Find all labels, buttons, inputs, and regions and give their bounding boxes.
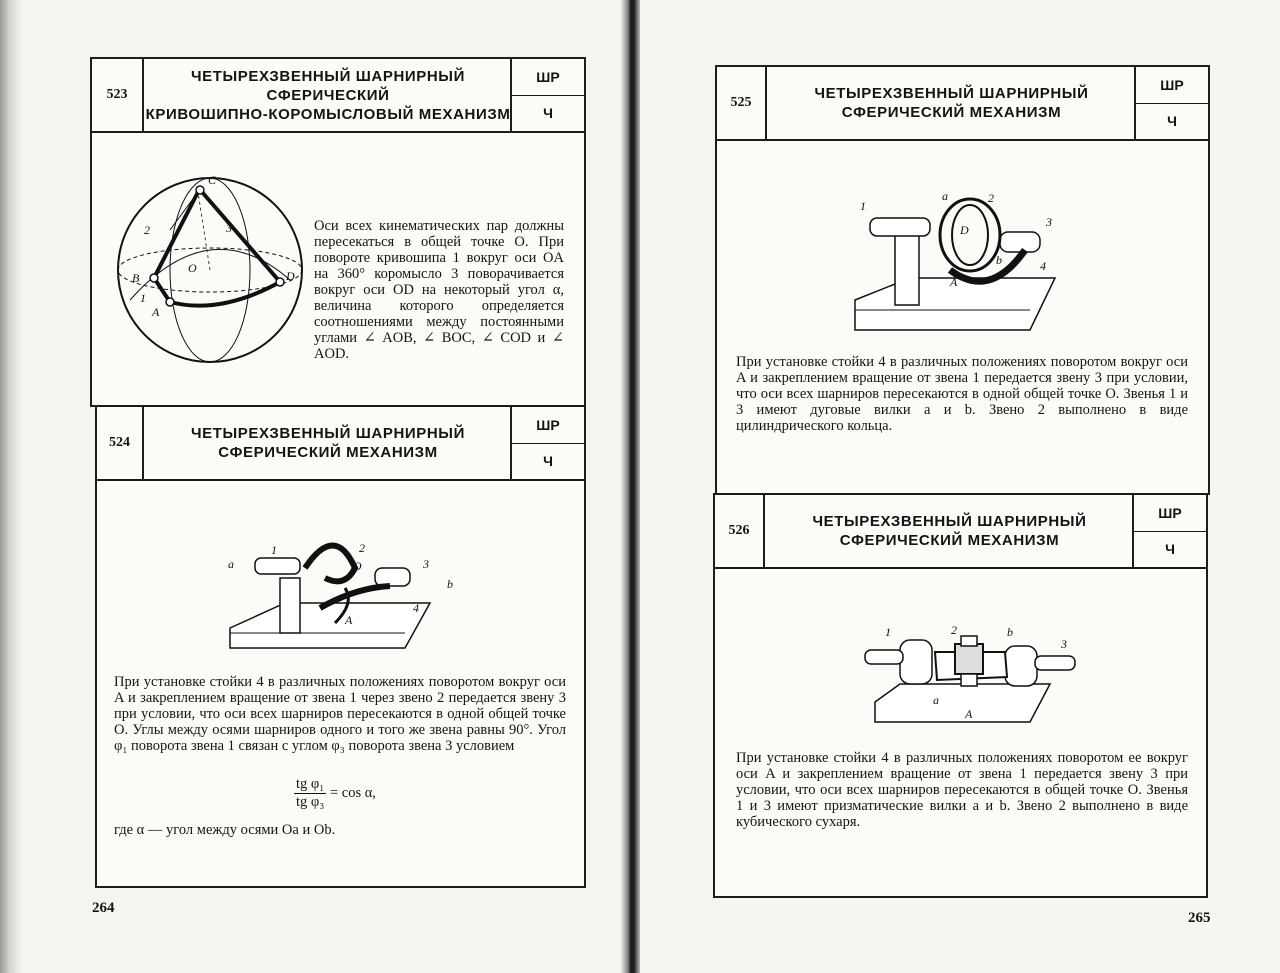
label-a: a <box>933 693 939 707</box>
card-title: ЧЕТЫРЕХЗВЕННЫЙ ШАРНИРНЫЙ СФЕРИЧЕСКИЙ КРИВОШИПНО-КОРОМЫСЛОВЫЙ МЕХАНИЗМ <box>145 67 511 123</box>
page-edge-shadow <box>0 0 22 973</box>
mechanism-description: Оси всех кинематических пар должны пересекаться в общей точке O. При повороте кривошипа 1 вокруг оси OA на 360° коромысло 3 поворачивается вокруг оси OD на некоторый угол α, величина которого определяется соотношениями между постоянными углами ∠ AOB, ∠ BOC, ∠ COD и ∠ AOD. <box>314 218 564 362</box>
formula-rhs: = cos α, <box>329 784 376 801</box>
label-1: 1 <box>885 625 891 639</box>
classification-code <box>1134 67 1208 139</box>
label-2: 2 <box>988 191 994 205</box>
code-type: ШР <box>512 407 584 444</box>
label-b: b <box>1007 625 1013 639</box>
card-number: 526 <box>715 495 765 567</box>
card-title: ЧЕТЫРЕХЗВЕННЫЙ ШАРНИРНЫЙ СФЕРИЧЕСКИЙ МЕХАНИЗМ <box>812 513 1087 549</box>
code-type: ШР <box>1136 67 1208 104</box>
classification-code <box>1132 495 1206 567</box>
code-class: Ч <box>543 453 553 469</box>
code-type: ШР <box>512 59 584 96</box>
card-number: 523 <box>92 59 144 131</box>
label-a: a <box>228 557 234 571</box>
code-class: Ч <box>543 105 553 121</box>
label-D: D <box>286 269 295 283</box>
code-class: Ч <box>1167 113 1177 129</box>
mechanism-description: При установке стойки 4 в различных положениях поворотом ее вокруг оси A и закреплением вращение от звена 1 передается звену 3 при условии, что оси всех шарниров пересекаются в общей точке O. Звенья 1 и 3 имеют призматические вилки a и b. Звено 2 выполнено в виде кубического сухаря. <box>736 750 1188 830</box>
label-A: A <box>950 275 958 289</box>
label-1: 1 <box>140 291 146 305</box>
label-A: A <box>152 305 160 319</box>
classification-code <box>510 407 584 479</box>
label-A: A <box>345 613 353 627</box>
card-header <box>717 67 1208 141</box>
formula-footnote: где α — угол между осями Oa и Ob. <box>114 822 336 838</box>
label-3: 3 <box>1061 637 1067 651</box>
mechanism-description: При установке стойки 4 в различных положениях поворотом вокруг оси A и закреплением вращение от звена 1 через звено 2 передается звену 3 при условии, что оси всех шарниров пересекаются в одной общей точке O. Углы между осями шарниров одного и того же звена равны 90°. Угол φ₁ поворота звена 1 связан с углом φ₃ поворота звена 3 условием <box>114 674 566 754</box>
label-O: O <box>353 559 362 573</box>
label-3: 3 <box>1046 215 1052 229</box>
label-1: 1 <box>860 199 866 213</box>
label-4: 4 <box>1040 259 1046 273</box>
label-2: 2 <box>144 223 150 237</box>
left-page <box>0 0 622 973</box>
label-B: B <box>132 271 140 285</box>
card-title: ЧЕТЫРЕХЗВЕННЫЙ ШАРНИРНЫЙ СФЕРИЧЕСКИЙ МЕХАНИЗМ <box>814 85 1089 121</box>
card-header <box>715 495 1206 569</box>
label-2: 2 <box>359 541 365 555</box>
card-number: 525 <box>717 67 767 139</box>
label-C: C <box>208 173 217 187</box>
ring-mechanism-figure <box>850 190 1090 340</box>
label-D: D <box>960 223 969 237</box>
classification-code <box>510 59 584 131</box>
label-4: 4 <box>413 601 419 615</box>
label-O: O <box>188 261 197 275</box>
label-b: b <box>447 577 453 591</box>
label-A: A <box>965 707 973 721</box>
label-b: b <box>996 253 1002 267</box>
label-2: 2 <box>951 623 957 637</box>
label-a: a <box>942 189 948 203</box>
label-3: 3 <box>226 221 232 235</box>
label-3: 3 <box>423 557 429 571</box>
card-title: ЧЕТЫРЕХЗВЕННЫЙ ШАРНИРНЫЙ СФЕРИЧЕСКИЙ МЕХАНИЗМ <box>191 425 465 461</box>
formula-denominator: tg φ₃ <box>296 794 325 810</box>
stand-mechanism-figure <box>225 528 465 668</box>
card-header <box>92 59 584 133</box>
mechanism-description: При установке стойки 4 в различных положениях поворотом вокруг оси A и закреплением вращение от звена 1 передается звену 3 при условии, что оси всех шарниров пересекаются в одной общей точке O. Звенья 1 и 3 имеют дуговые вилки a и b. Звено 2 выполнено в виде цилиндрического кольца. <box>736 354 1188 434</box>
page-number: 265 <box>1188 910 1211 926</box>
right-page <box>640 0 1280 973</box>
sphere-mechanism-figure <box>110 170 320 370</box>
label-1: 1 <box>271 543 277 557</box>
cube-mechanism-figure <box>855 622 1095 732</box>
formula <box>294 776 376 811</box>
page-number: 264 <box>92 900 115 916</box>
code-type: ШР <box>1134 495 1206 532</box>
card-number: 524 <box>97 407 144 479</box>
formula-numerator: tg φ₁ <box>296 776 325 792</box>
card-header <box>97 407 584 481</box>
code-class: Ч <box>1165 541 1175 557</box>
